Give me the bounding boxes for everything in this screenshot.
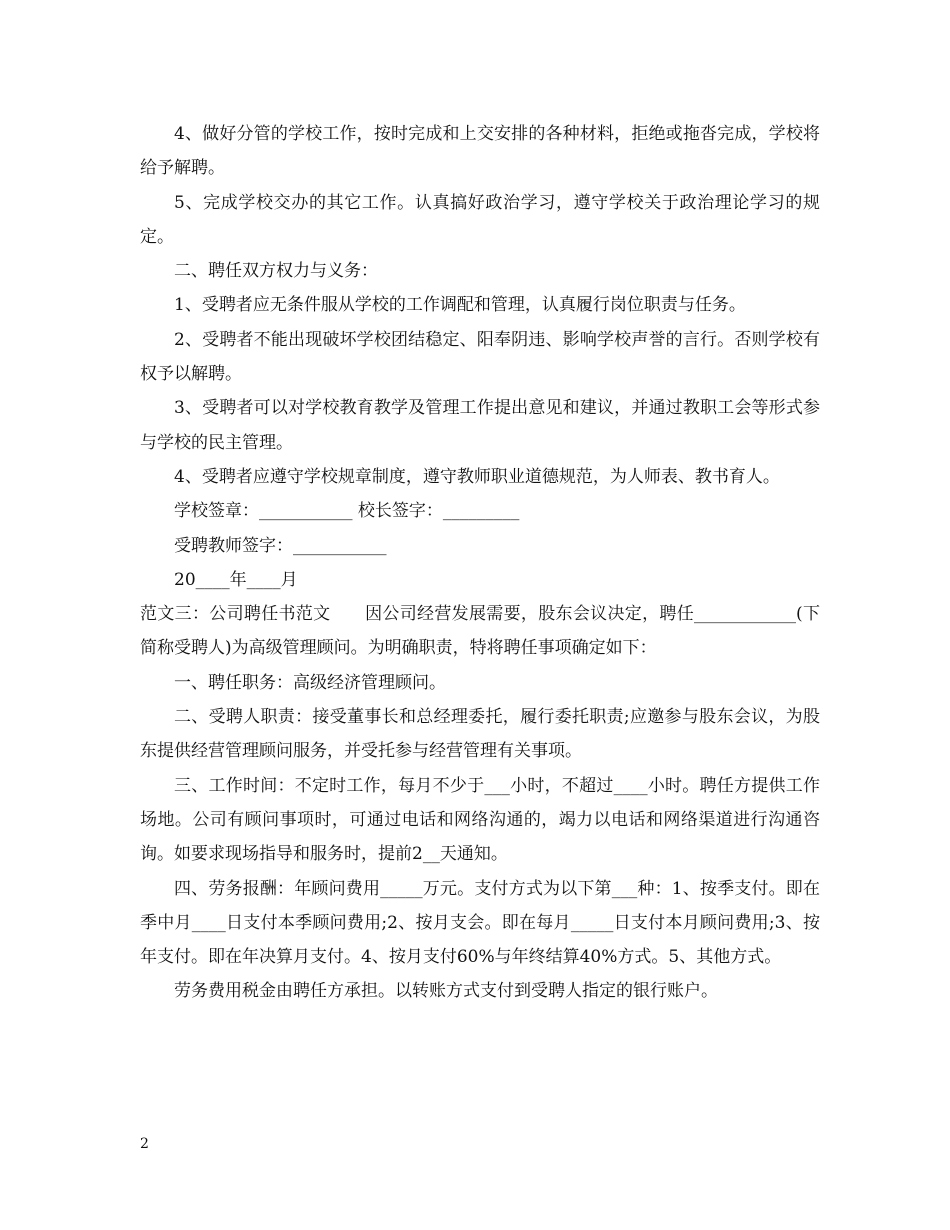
paragraph: 4、做好分管的学校工作，按时完成和上交安排的各种材料，拒绝或拖沓完成，学校将给予解聘。 [140,124,820,179]
signature-line-school: 学校签章：___________ 校长签字：_________ [174,501,520,522]
paragraph: 劳务费用税金由聘任方承担。以转账方式支付到受聘人指定的银行账户。 [174,981,718,1002]
paragraph: 2、受聘者不能出现破坏学校团结稳定、阳奉阴违、影响学校声誉的言行。否则学校有权予以解聘。 [140,329,820,385]
date-line: 20____年____月 [174,569,298,590]
paragraph: 5、完成学校交办的其它工作。认真搞好政治学习，遵守学校关于政治理论学习的规定。 [140,192,820,247]
paragraph: 一、聘任职务：高级经济管理顾问。 [174,672,446,693]
paragraph: 1、受聘者应无条件服从学校的工作调配和管理，认真履行岗位职责与任务。 [174,295,746,316]
document-body [140,117,820,1009]
paragraph: 三、工作时间：不定时工作，每月不少于___小时，不超过____小时。聘任方提供工作场地。公司有顾问事项时，可通过电话和网络沟通的，竭力以电话和网络渠道进行沟通咨询。如要求现场指导和服务时，提前2__天通知。 [140,775,820,865]
section-heading: 二、聘任双方权力与义务： [174,261,378,282]
signature-line-teacher: 受聘教师签字：___________ [174,535,387,556]
page-number: 2 [140,1136,149,1152]
sample-three-intro: 范文三：公司聘任书范文 因公司经营发展需要，股东会议决定，聘任____________(下简称受聘人)为高级管理顾问。为明确职责，特将聘任事项确定如下： [140,604,820,659]
paragraph: 二、受聘人职责：接受董事长和总经理委托，履行委托职责;应邀参与股东会议，为股东提供经营管理顾问服务，并受托参与经营管理有关事项。 [140,707,820,762]
paragraph: 3、受聘者可以对学校教育教学及管理工作提出意见和建议，并通过教职工会等形式参与学校的民主管理。 [140,398,820,453]
paragraph: 四、劳务报酬：年顾问费用_____万元。支付方式为以下第___种：1、按季支付。即在季中月____日支付本季顾问费用;2、按月支会。即在每月_____日支付本月顾问费用;3、按年支付。即在年决算月支付。4、按月支付60%与年终结算40%方式。5、其他方式。 [140,878,820,968]
paragraph: 4、受聘者应遵守学校规章制度，遵守教师职业道德规范，为人师表、教书育人。 [174,466,780,487]
